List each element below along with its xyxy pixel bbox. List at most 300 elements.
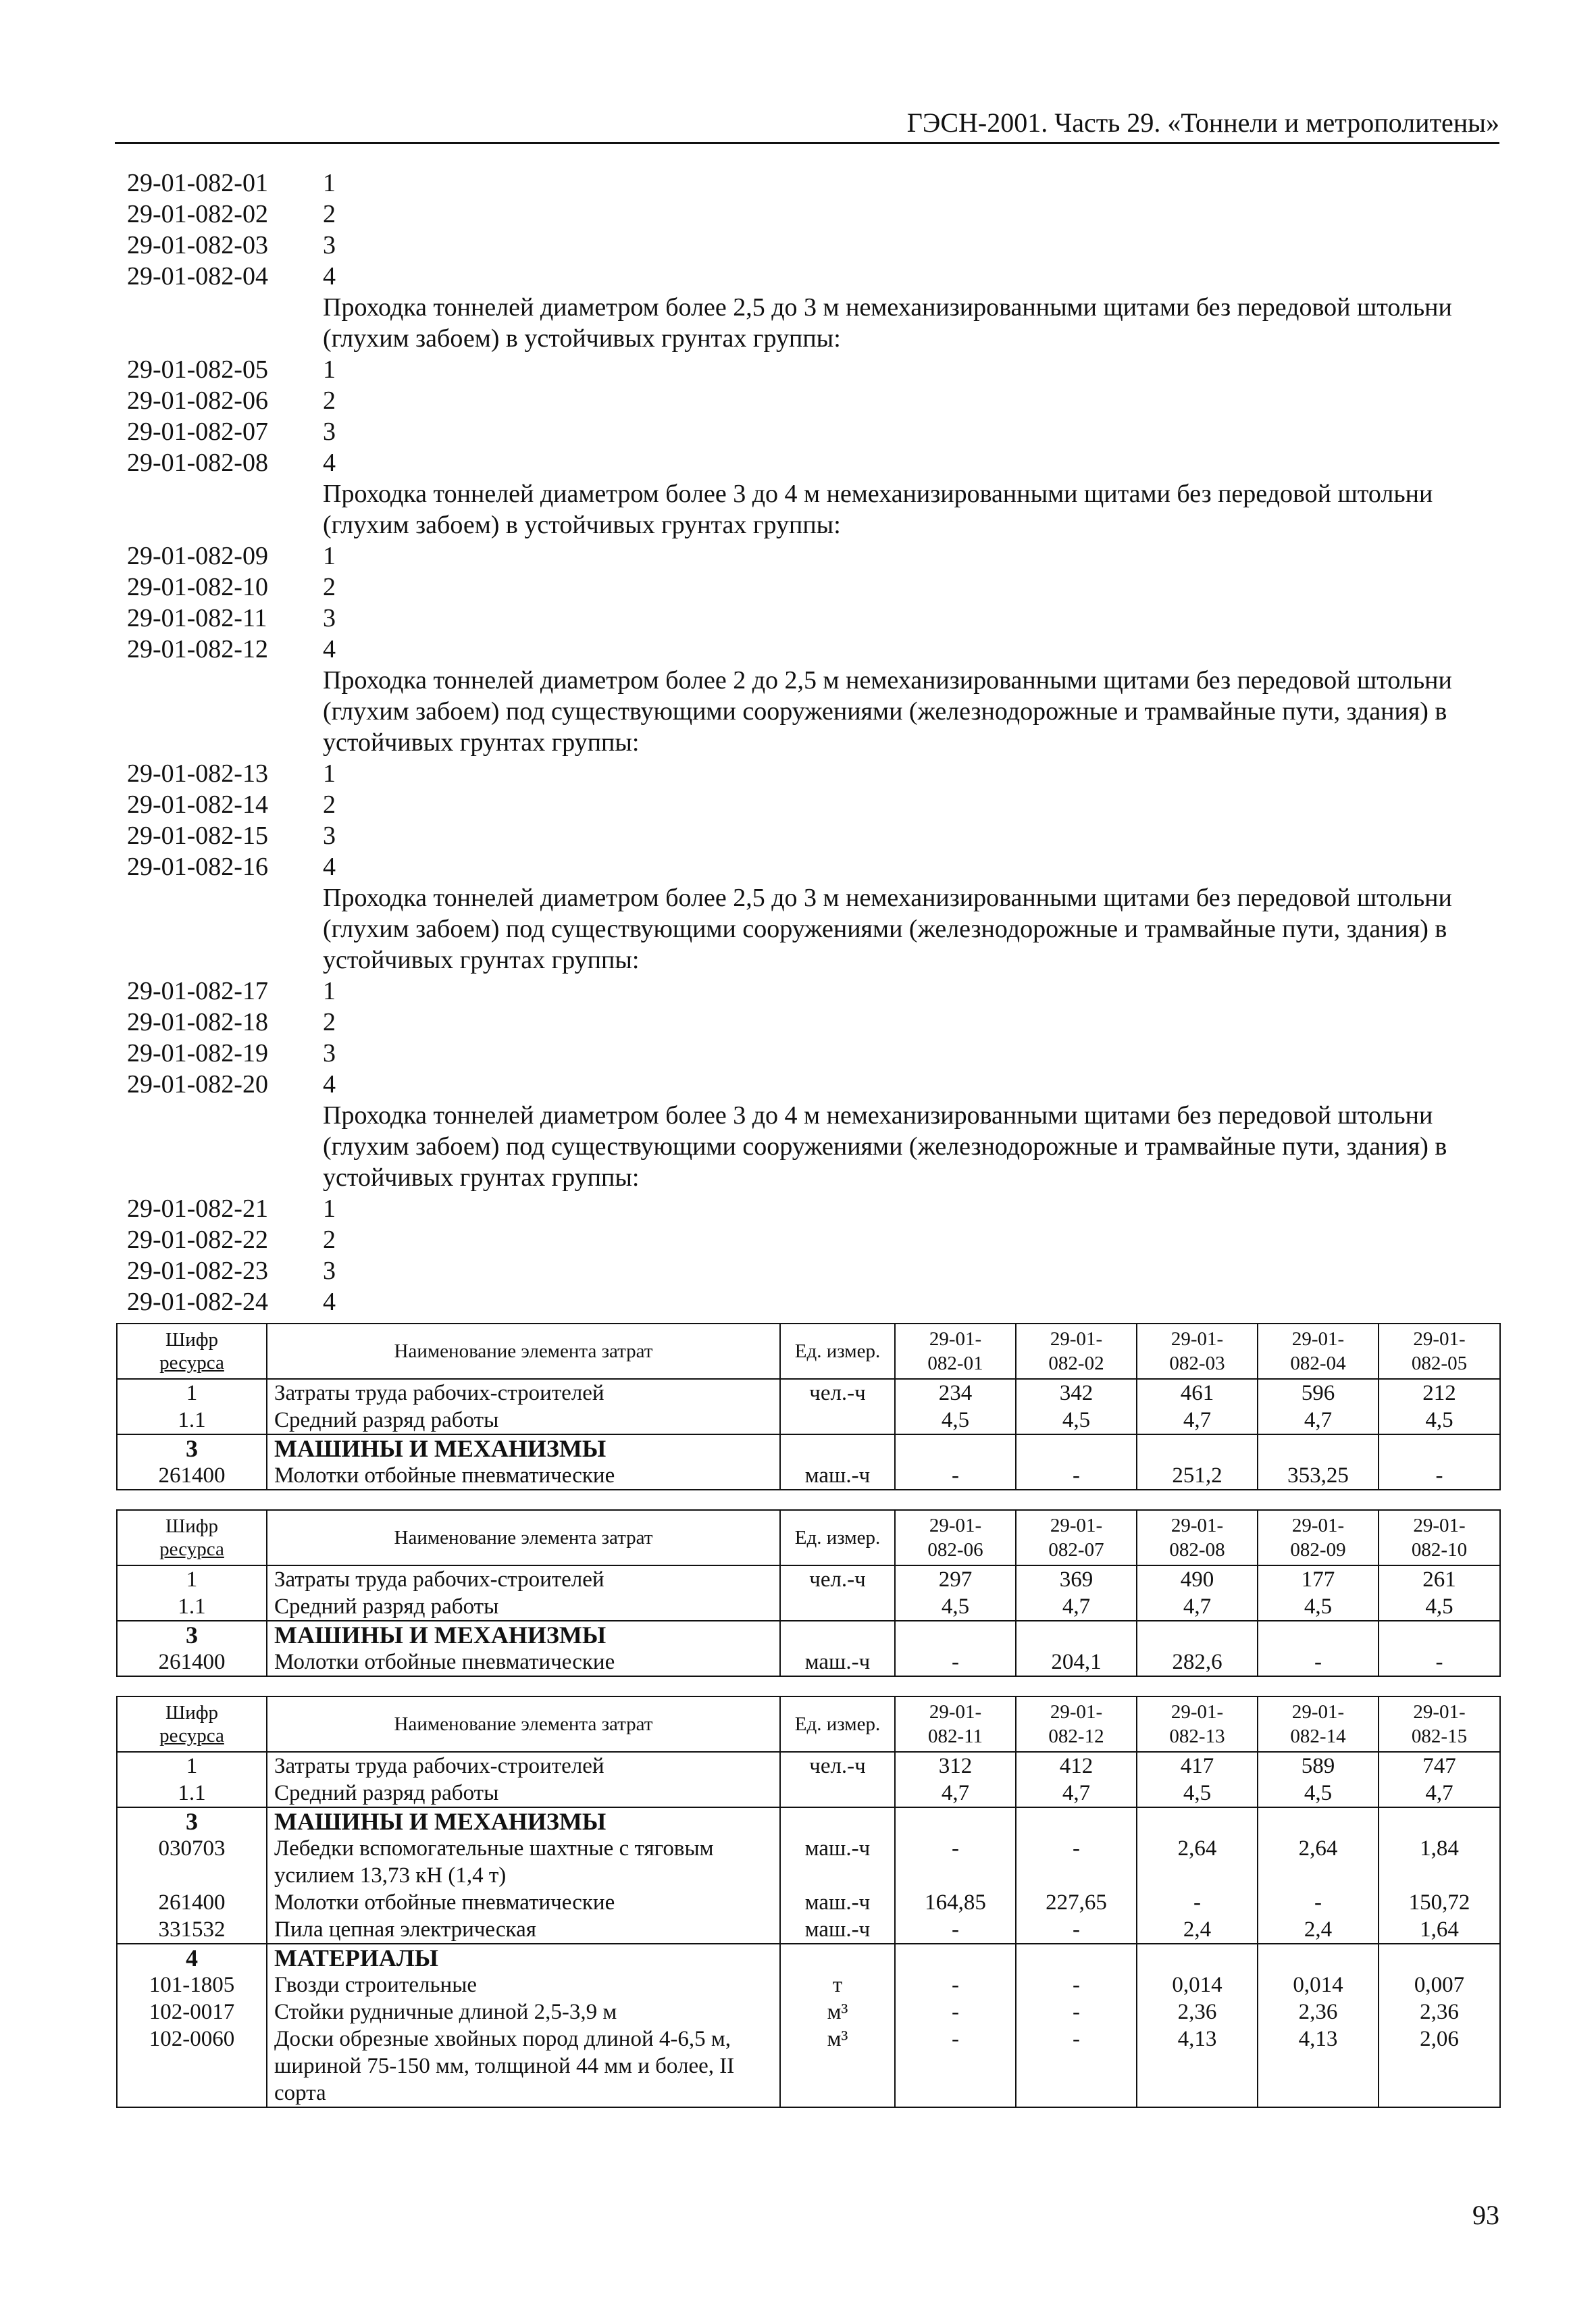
norm-code: 29-01-082-18 xyxy=(127,1008,268,1036)
norm-code: 29-01-082-17 xyxy=(127,977,268,1005)
resource-name-cell: Доски обрезные хвойных пород длиной 4-6,5 м, шириной 75-150 мм, толщиной 44 мм и более, II сорта xyxy=(267,2026,780,2107)
value-cell: - xyxy=(1016,1916,1137,1944)
table-row xyxy=(117,1780,1500,1807)
value-cell: - xyxy=(895,1649,1016,1676)
value-cell xyxy=(1258,1944,1379,1971)
unit-cell xyxy=(780,1780,895,1807)
norm-code: 29-01-082-14 xyxy=(127,790,268,819)
table-row xyxy=(117,1835,1500,1889)
header-norm-code-cell xyxy=(1016,1696,1137,1752)
value-cell xyxy=(895,1621,1016,1649)
resource-table-1 xyxy=(116,1323,1501,1490)
header-code-line1: Шифр xyxy=(165,1702,219,1724)
header-norm-code-cell xyxy=(1137,1510,1258,1565)
group-number: 4 xyxy=(323,1288,336,1316)
value-cell: 4,5 xyxy=(1016,1407,1137,1434)
header-norm-code-cell xyxy=(1379,1324,1500,1379)
resource-name-cell: Затраты труда рабочих-строителей xyxy=(267,1752,780,1780)
header-code-cell xyxy=(117,1696,267,1752)
group-number: 3 xyxy=(323,604,336,632)
value-cell xyxy=(1137,1621,1258,1649)
header-norm-code-line: 082-05 xyxy=(1411,1353,1468,1374)
value-cell: 417 xyxy=(1137,1752,1258,1780)
table-row xyxy=(117,1807,1500,1835)
header-norm-code-cell xyxy=(1016,1510,1137,1565)
header-norm-code-line: 082-13 xyxy=(1169,1726,1225,1747)
value-cell: - xyxy=(1016,1835,1137,1889)
unit-cell: чел.-ч xyxy=(780,1752,895,1780)
group-number: 3 xyxy=(323,418,336,446)
header-norm-code-line: 29-01- xyxy=(1050,1328,1103,1350)
resource-name-cell: Молотки отбойные пневматические xyxy=(267,1889,780,1916)
resource-name-cell: Средний разряд работы xyxy=(267,1407,780,1434)
value-cell: - xyxy=(895,1998,1016,2026)
value-cell: 412 xyxy=(1016,1752,1137,1780)
group-number: 2 xyxy=(323,573,336,601)
unit-cell: т xyxy=(780,1971,895,1998)
group-number: 2 xyxy=(323,1008,336,1036)
value-cell: 369 xyxy=(1016,1565,1137,1593)
table-row xyxy=(117,1916,1500,1944)
header-norm-code-cell xyxy=(1258,1510,1379,1565)
unit-cell: маш.-ч xyxy=(780,1462,895,1490)
group-number: 4 xyxy=(323,449,336,477)
value-cell: - xyxy=(1016,2026,1137,2107)
value-cell: 2,64 xyxy=(1258,1835,1379,1889)
value-cell: 4,7 xyxy=(1137,1593,1258,1621)
value-cell: 212 xyxy=(1379,1379,1500,1407)
header-norm-code-line: 082-15 xyxy=(1411,1726,1468,1747)
group-number: 1 xyxy=(323,169,336,197)
value-cell: - xyxy=(895,1835,1016,1889)
value-cell: - xyxy=(1379,1462,1500,1490)
header-norm-code-line: 082-08 xyxy=(1169,1539,1225,1561)
code-row xyxy=(127,758,1498,789)
resource-code-cell: 261400 xyxy=(117,1462,267,1490)
header-norm-code-cell xyxy=(895,1696,1016,1752)
unit-cell: маш.-ч xyxy=(780,1916,895,1944)
header-norm-code-line: 29-01- xyxy=(1050,1515,1103,1536)
header-norm-code-cell xyxy=(895,1510,1016,1565)
value-cell: 4,7 xyxy=(895,1780,1016,1807)
header-norm-code-line: 29-01- xyxy=(1170,1515,1224,1536)
table-row xyxy=(117,1593,1500,1621)
value-cell xyxy=(1258,1434,1379,1462)
value-cell xyxy=(1016,1621,1137,1649)
header-code-line2-text: ресурса xyxy=(159,1352,224,1374)
resource-name-cell: МАШИНЫ И МЕХАНИЗМЫ xyxy=(267,1434,780,1462)
table-row xyxy=(117,1649,1500,1676)
page-header: ГЭСН-2001. Часть 29. «Тоннели и метрополитены» xyxy=(115,107,1499,144)
value-cell: 4,5 xyxy=(1258,1780,1379,1807)
norm-code: 29-01-082-20 xyxy=(127,1070,268,1099)
value-cell: 4,5 xyxy=(1258,1593,1379,1621)
norm-code: 29-01-082-16 xyxy=(127,853,268,881)
section-description: Проходка тоннелей диаметром более 2,5 до 3 м немеханизированными щитами без передовой штольни (глухим забоем) в устойчивых грунтах группы: xyxy=(323,293,1452,353)
group-number: 1 xyxy=(323,542,336,570)
code-row xyxy=(127,789,1498,820)
header-name-cell: Наименование элемента затрат xyxy=(267,1696,780,1752)
unit-cell: чел.-ч xyxy=(780,1565,895,1593)
table-row xyxy=(117,2026,1500,2107)
table-header-row xyxy=(117,1324,1500,1379)
value-cell xyxy=(895,1807,1016,1835)
resource-code-cell: 1.1 xyxy=(117,1407,267,1434)
table-row xyxy=(117,1462,1500,1490)
value-cell: 282,6 xyxy=(1137,1649,1258,1676)
section-description: Проходка тоннелей диаметром более 2,5 до 3 м немеханизированными щитами без передовой штольни (глухим забоем) под существующими сооружениями (железнодорожные и трамвайные пути, здания) в устойчивых грунтах группы: xyxy=(323,884,1452,974)
code-row xyxy=(127,1069,1498,1100)
resource-name-cell: Пила цепная электрическая xyxy=(267,1916,780,1944)
value-cell xyxy=(1137,1944,1258,1971)
value-cell: 4,7 xyxy=(1137,1407,1258,1434)
norm-code: 29-01-082-09 xyxy=(127,542,268,570)
value-cell xyxy=(1258,1807,1379,1835)
code-row xyxy=(127,1224,1498,1255)
value-cell: - xyxy=(1016,1971,1137,1998)
norm-code: 29-01-082-08 xyxy=(127,449,268,477)
value-cell: 312 xyxy=(895,1752,1016,1780)
value-cell: 4,5 xyxy=(895,1407,1016,1434)
header-name-cell: Наименование элемента затрат xyxy=(267,1324,780,1379)
resource-code-cell: 101-1805 xyxy=(117,1971,267,1998)
group-number: 1 xyxy=(323,759,336,788)
group-number: 2 xyxy=(323,386,336,415)
unit-cell xyxy=(780,1621,895,1649)
resource-name-cell: Затраты труда рабочих-строителей xyxy=(267,1379,780,1407)
code-row xyxy=(127,820,1498,851)
code-list xyxy=(127,168,1498,1317)
resource-table-3 xyxy=(116,1696,1501,2108)
value-cell: 1,84 xyxy=(1379,1835,1500,1889)
value-cell: - xyxy=(895,2026,1016,2107)
norm-code: 29-01-082-06 xyxy=(127,386,268,415)
resource-name-cell: Средний разряд работы xyxy=(267,1780,780,1807)
header-norm-code-line: 082-01 xyxy=(927,1353,983,1374)
resource-code-cell: 261400 xyxy=(117,1889,267,1916)
value-cell: - xyxy=(895,1916,1016,1944)
code-row xyxy=(127,230,1498,261)
norm-code: 29-01-082-11 xyxy=(127,604,267,632)
header-norm-code-cell xyxy=(895,1324,1016,1379)
resource-name-cell: МАШИНЫ И МЕХАНИЗМЫ xyxy=(267,1807,780,1835)
group-number: 1 xyxy=(323,1194,336,1223)
resource-name-cell: Лебедки вспомогательные шахтные с тяговым усилием 13,73 кН (1,4 т) xyxy=(267,1835,780,1889)
table-row xyxy=(117,1621,1500,1649)
header-norm-code-line: 29-01- xyxy=(929,1328,982,1350)
value-cell xyxy=(1379,1944,1500,1971)
header-norm-code-line: 082-10 xyxy=(1411,1539,1468,1561)
norm-code: 29-01-082-03 xyxy=(127,231,268,259)
code-row xyxy=(127,416,1498,447)
unit-cell: м³ xyxy=(780,1998,895,2026)
value-cell xyxy=(895,1944,1016,1971)
norm-code: 29-01-082-01 xyxy=(127,169,268,197)
value-cell: - xyxy=(895,1462,1016,1490)
value-cell: 342 xyxy=(1016,1379,1137,1407)
resource-code-cell: 102-0060 xyxy=(117,2026,267,2107)
code-row xyxy=(127,1286,1498,1317)
section-description: Проходка тоннелей диаметром более 2 до 2,5 м немеханизированными щитами без передовой штольни (глухим забоем) под существующими сооружениями (железнодорожные и трамвайные пути, здания) в устойчивых грунтах группы: xyxy=(323,666,1452,757)
header-norm-code-cell xyxy=(1137,1696,1258,1752)
header-norm-code-line: 29-01- xyxy=(1291,1328,1345,1350)
header-norm-code-line: 29-01- xyxy=(1291,1701,1345,1723)
unit-cell xyxy=(780,1434,895,1462)
header-norm-code-cell xyxy=(1016,1324,1137,1379)
value-cell xyxy=(895,1434,1016,1462)
value-cell: 596 xyxy=(1258,1379,1379,1407)
value-cell: 0,014 xyxy=(1137,1971,1258,1998)
norm-code: 29-01-082-15 xyxy=(127,822,268,850)
value-cell: 2,36 xyxy=(1258,1998,1379,2026)
table-row xyxy=(117,1565,1500,1593)
unit-cell: маш.-ч xyxy=(780,1889,895,1916)
header-norm-code-line: 082-12 xyxy=(1048,1726,1104,1747)
code-row xyxy=(127,1007,1498,1038)
value-cell: 2,64 xyxy=(1137,1835,1258,1889)
resource-code-cell: 102-0017 xyxy=(117,1998,267,2026)
value-cell xyxy=(1016,1807,1137,1835)
header-code-line1: Шифр xyxy=(165,1515,219,1537)
value-cell: 227,65 xyxy=(1016,1889,1137,1916)
norm-code: 29-01-082-12 xyxy=(127,635,268,663)
norm-code: 29-01-082-13 xyxy=(127,759,268,788)
header-norm-code-line: 29-01- xyxy=(1413,1328,1466,1350)
header-code-line2 xyxy=(122,1538,262,1561)
unit-cell: м³ xyxy=(780,2026,895,2107)
group-number: 3 xyxy=(323,822,336,850)
header-code-cell xyxy=(117,1510,267,1565)
value-cell: 234 xyxy=(895,1379,1016,1407)
value-cell xyxy=(1258,1621,1379,1649)
resource-code-cell: 1.1 xyxy=(117,1593,267,1621)
code-row xyxy=(127,1255,1498,1286)
group-number: 3 xyxy=(323,1257,336,1285)
group-number: 4 xyxy=(323,1070,336,1099)
resource-name-cell: МАШИНЫ И МЕХАНИЗМЫ xyxy=(267,1621,780,1649)
unit-cell: маш.-ч xyxy=(780,1835,895,1889)
resource-code-cell: 3 xyxy=(117,1621,267,1649)
norm-code: 29-01-082-04 xyxy=(127,262,268,291)
value-cell: 4,5 xyxy=(1379,1593,1500,1621)
code-row xyxy=(127,540,1498,572)
value-cell: - xyxy=(1379,1649,1500,1676)
code-row xyxy=(127,1038,1498,1069)
value-cell: 353,25 xyxy=(1258,1462,1379,1490)
value-cell: 261 xyxy=(1379,1565,1500,1593)
resource-name-cell: Затраты труда рабочих-строителей xyxy=(267,1565,780,1593)
value-cell: 297 xyxy=(895,1565,1016,1593)
resource-code-cell: 4 xyxy=(117,1944,267,1971)
code-row xyxy=(127,572,1498,603)
value-cell: 177 xyxy=(1258,1565,1379,1593)
value-cell: 2,4 xyxy=(1137,1916,1258,1944)
value-cell: 2,4 xyxy=(1258,1916,1379,1944)
header-norm-code-line: 082-14 xyxy=(1290,1726,1346,1747)
unit-cell xyxy=(780,1807,895,1835)
header-norm-code-cell xyxy=(1379,1696,1500,1752)
resource-code-cell: 1 xyxy=(117,1565,267,1593)
value-cell: 2,36 xyxy=(1137,1998,1258,2026)
resource-code-cell: 3 xyxy=(117,1434,267,1462)
group-number: 2 xyxy=(323,1226,336,1254)
norm-code: 29-01-082-05 xyxy=(127,355,268,384)
header-unit-cell: Ед. измер. xyxy=(780,1324,895,1379)
resource-table-2 xyxy=(116,1509,1501,1677)
group-number: 2 xyxy=(323,790,336,819)
table-header-row xyxy=(117,1510,1500,1565)
value-cell: - xyxy=(1137,1889,1258,1916)
value-cell: 164,85 xyxy=(895,1889,1016,1916)
header-norm-code-line: 29-01- xyxy=(929,1515,982,1536)
value-cell: 589 xyxy=(1258,1752,1379,1780)
resource-code-cell: 1 xyxy=(117,1379,267,1407)
group-number: 3 xyxy=(323,231,336,259)
code-row xyxy=(127,168,1498,199)
norm-code: 29-01-082-02 xyxy=(127,200,268,228)
header-code-line2-text: ресурса xyxy=(159,1538,224,1560)
header-norm-code-line: 29-01- xyxy=(1050,1701,1103,1723)
table-row xyxy=(117,1379,1500,1407)
value-cell: 747 xyxy=(1379,1752,1500,1780)
resource-name-cell: Средний разряд работы xyxy=(267,1593,780,1621)
resource-name-cell: Стойки рудничные длиной 2,5-3,9 м xyxy=(267,1998,780,2026)
header-code-line2 xyxy=(122,1351,262,1374)
table-row xyxy=(117,1971,1500,1998)
code-row xyxy=(127,261,1498,292)
table-row xyxy=(117,1998,1500,2026)
header-norm-code-line: 29-01- xyxy=(1413,1701,1466,1723)
resource-code-cell: 1 xyxy=(117,1752,267,1780)
header-norm-code-line: 29-01- xyxy=(929,1701,982,1723)
value-cell: 4,5 xyxy=(1379,1407,1500,1434)
code-row xyxy=(127,385,1498,416)
value-cell: 461 xyxy=(1137,1379,1258,1407)
table-row xyxy=(117,1434,1500,1462)
value-cell: 4,7 xyxy=(1016,1593,1137,1621)
page-number: 93 xyxy=(1472,2200,1499,2230)
section-description: Проходка тоннелей диаметром более 3 до 4 м немеханизированными щитами без передовой штольни (глухим забоем) под существующими сооружениями (железнодорожные и трамвайные пути, здания) в устойчивых грунтах группы: xyxy=(323,1101,1447,1192)
header-norm-code-line: 082-03 xyxy=(1169,1353,1225,1374)
value-cell: 4,7 xyxy=(1258,1407,1379,1434)
resource-code-cell: 030703 xyxy=(117,1835,267,1889)
code-row xyxy=(127,447,1498,478)
header-norm-code-line: 082-07 xyxy=(1048,1539,1104,1561)
header-unit-cell: Ед. измер. xyxy=(780,1510,895,1565)
value-cell: - xyxy=(1016,1462,1137,1490)
table-row xyxy=(117,1889,1500,1916)
group-number: 3 xyxy=(323,1039,336,1067)
group-number: 1 xyxy=(323,355,336,384)
value-cell: 0,007 xyxy=(1379,1971,1500,1998)
value-cell: 2,36 xyxy=(1379,1998,1500,2026)
value-cell: - xyxy=(895,1971,1016,1998)
code-row xyxy=(127,1193,1498,1224)
unit-cell: маш.-ч xyxy=(780,1649,895,1676)
value-cell: 4,7 xyxy=(1016,1780,1137,1807)
header-code-line2-text: ресурса xyxy=(159,1725,224,1746)
header-norm-code-cell xyxy=(1258,1324,1379,1379)
resource-code-cell: 3 xyxy=(117,1807,267,1835)
group-number: 2 xyxy=(323,200,336,228)
value-cell: 4,5 xyxy=(895,1593,1016,1621)
value-cell: - xyxy=(1258,1889,1379,1916)
value-cell: 0,014 xyxy=(1258,1971,1379,1998)
value-cell xyxy=(1016,1944,1137,1971)
value-cell: 4,13 xyxy=(1258,2026,1379,2107)
header-norm-code-line: 29-01- xyxy=(1291,1515,1345,1536)
value-cell: 4,7 xyxy=(1379,1780,1500,1807)
table-header-row xyxy=(117,1696,1500,1752)
value-cell xyxy=(1379,1434,1500,1462)
unit-cell xyxy=(780,1944,895,1971)
resource-code-cell: 331532 xyxy=(117,1916,267,1944)
code-row xyxy=(127,976,1498,1007)
norm-code: 29-01-082-10 xyxy=(127,573,268,601)
resource-name-cell: Молотки отбойные пневматические xyxy=(267,1462,780,1490)
value-cell: 150,72 xyxy=(1379,1889,1500,1916)
value-cell: 1,64 xyxy=(1379,1916,1500,1944)
value-cell: 4,5 xyxy=(1137,1780,1258,1807)
header-name-cell: Наименование элемента затрат xyxy=(267,1510,780,1565)
header-code-line1: Шифр xyxy=(165,1329,219,1351)
header-norm-code-line: 29-01- xyxy=(1413,1515,1466,1536)
group-number: 4 xyxy=(323,853,336,881)
norm-code: 29-01-082-24 xyxy=(127,1288,268,1316)
norm-code: 29-01-082-21 xyxy=(127,1194,268,1223)
value-cell: 251,2 xyxy=(1137,1462,1258,1490)
header-norm-code-line: 082-04 xyxy=(1290,1353,1346,1374)
table-row xyxy=(117,1407,1500,1434)
header-norm-code-line: 29-01- xyxy=(1170,1701,1224,1723)
header-norm-code-line: 29-01- xyxy=(1170,1328,1224,1350)
table-row xyxy=(117,1944,1500,1971)
value-cell xyxy=(1379,1807,1500,1835)
header-norm-code-line: 082-11 xyxy=(927,1726,983,1747)
norm-code: 29-01-082-07 xyxy=(127,418,268,446)
unit-cell: чел.-ч xyxy=(780,1379,895,1407)
value-cell: - xyxy=(1016,1998,1137,2026)
value-cell xyxy=(1016,1434,1137,1462)
unit-cell xyxy=(780,1407,895,1434)
value-cell xyxy=(1137,1807,1258,1835)
header-code-line2 xyxy=(122,1724,262,1747)
value-cell: 204,1 xyxy=(1016,1649,1137,1676)
norm-code: 29-01-082-22 xyxy=(127,1226,268,1254)
value-cell: 2,06 xyxy=(1379,2026,1500,2107)
header-norm-code-line: 082-06 xyxy=(927,1539,983,1561)
value-cell: - xyxy=(1258,1649,1379,1676)
header-norm-code-cell xyxy=(1137,1324,1258,1379)
header-code-cell xyxy=(117,1324,267,1379)
resource-name-cell: МАТЕРИАЛЫ xyxy=(267,1944,780,1971)
resource-code-cell: 1.1 xyxy=(117,1780,267,1807)
norm-code: 29-01-082-19 xyxy=(127,1039,268,1067)
resource-code-cell: 261400 xyxy=(117,1649,267,1676)
section-description: Проходка тоннелей диаметром более 3 до 4 м немеханизированными щитами без передовой штольни (глухим забоем) в устойчивых грунтах группы: xyxy=(323,480,1433,539)
code-row xyxy=(127,634,1498,665)
code-row xyxy=(127,851,1498,882)
value-cell xyxy=(1137,1434,1258,1462)
header-norm-code-cell xyxy=(1379,1510,1500,1565)
unit-cell xyxy=(780,1593,895,1621)
value-cell xyxy=(1379,1621,1500,1649)
header-norm-code-line: 082-09 xyxy=(1290,1539,1346,1561)
code-row xyxy=(127,603,1498,634)
header-unit-cell: Ед. измер. xyxy=(780,1696,895,1752)
norm-code: 29-01-082-23 xyxy=(127,1257,268,1285)
header-norm-code-line: 082-02 xyxy=(1048,1353,1104,1374)
